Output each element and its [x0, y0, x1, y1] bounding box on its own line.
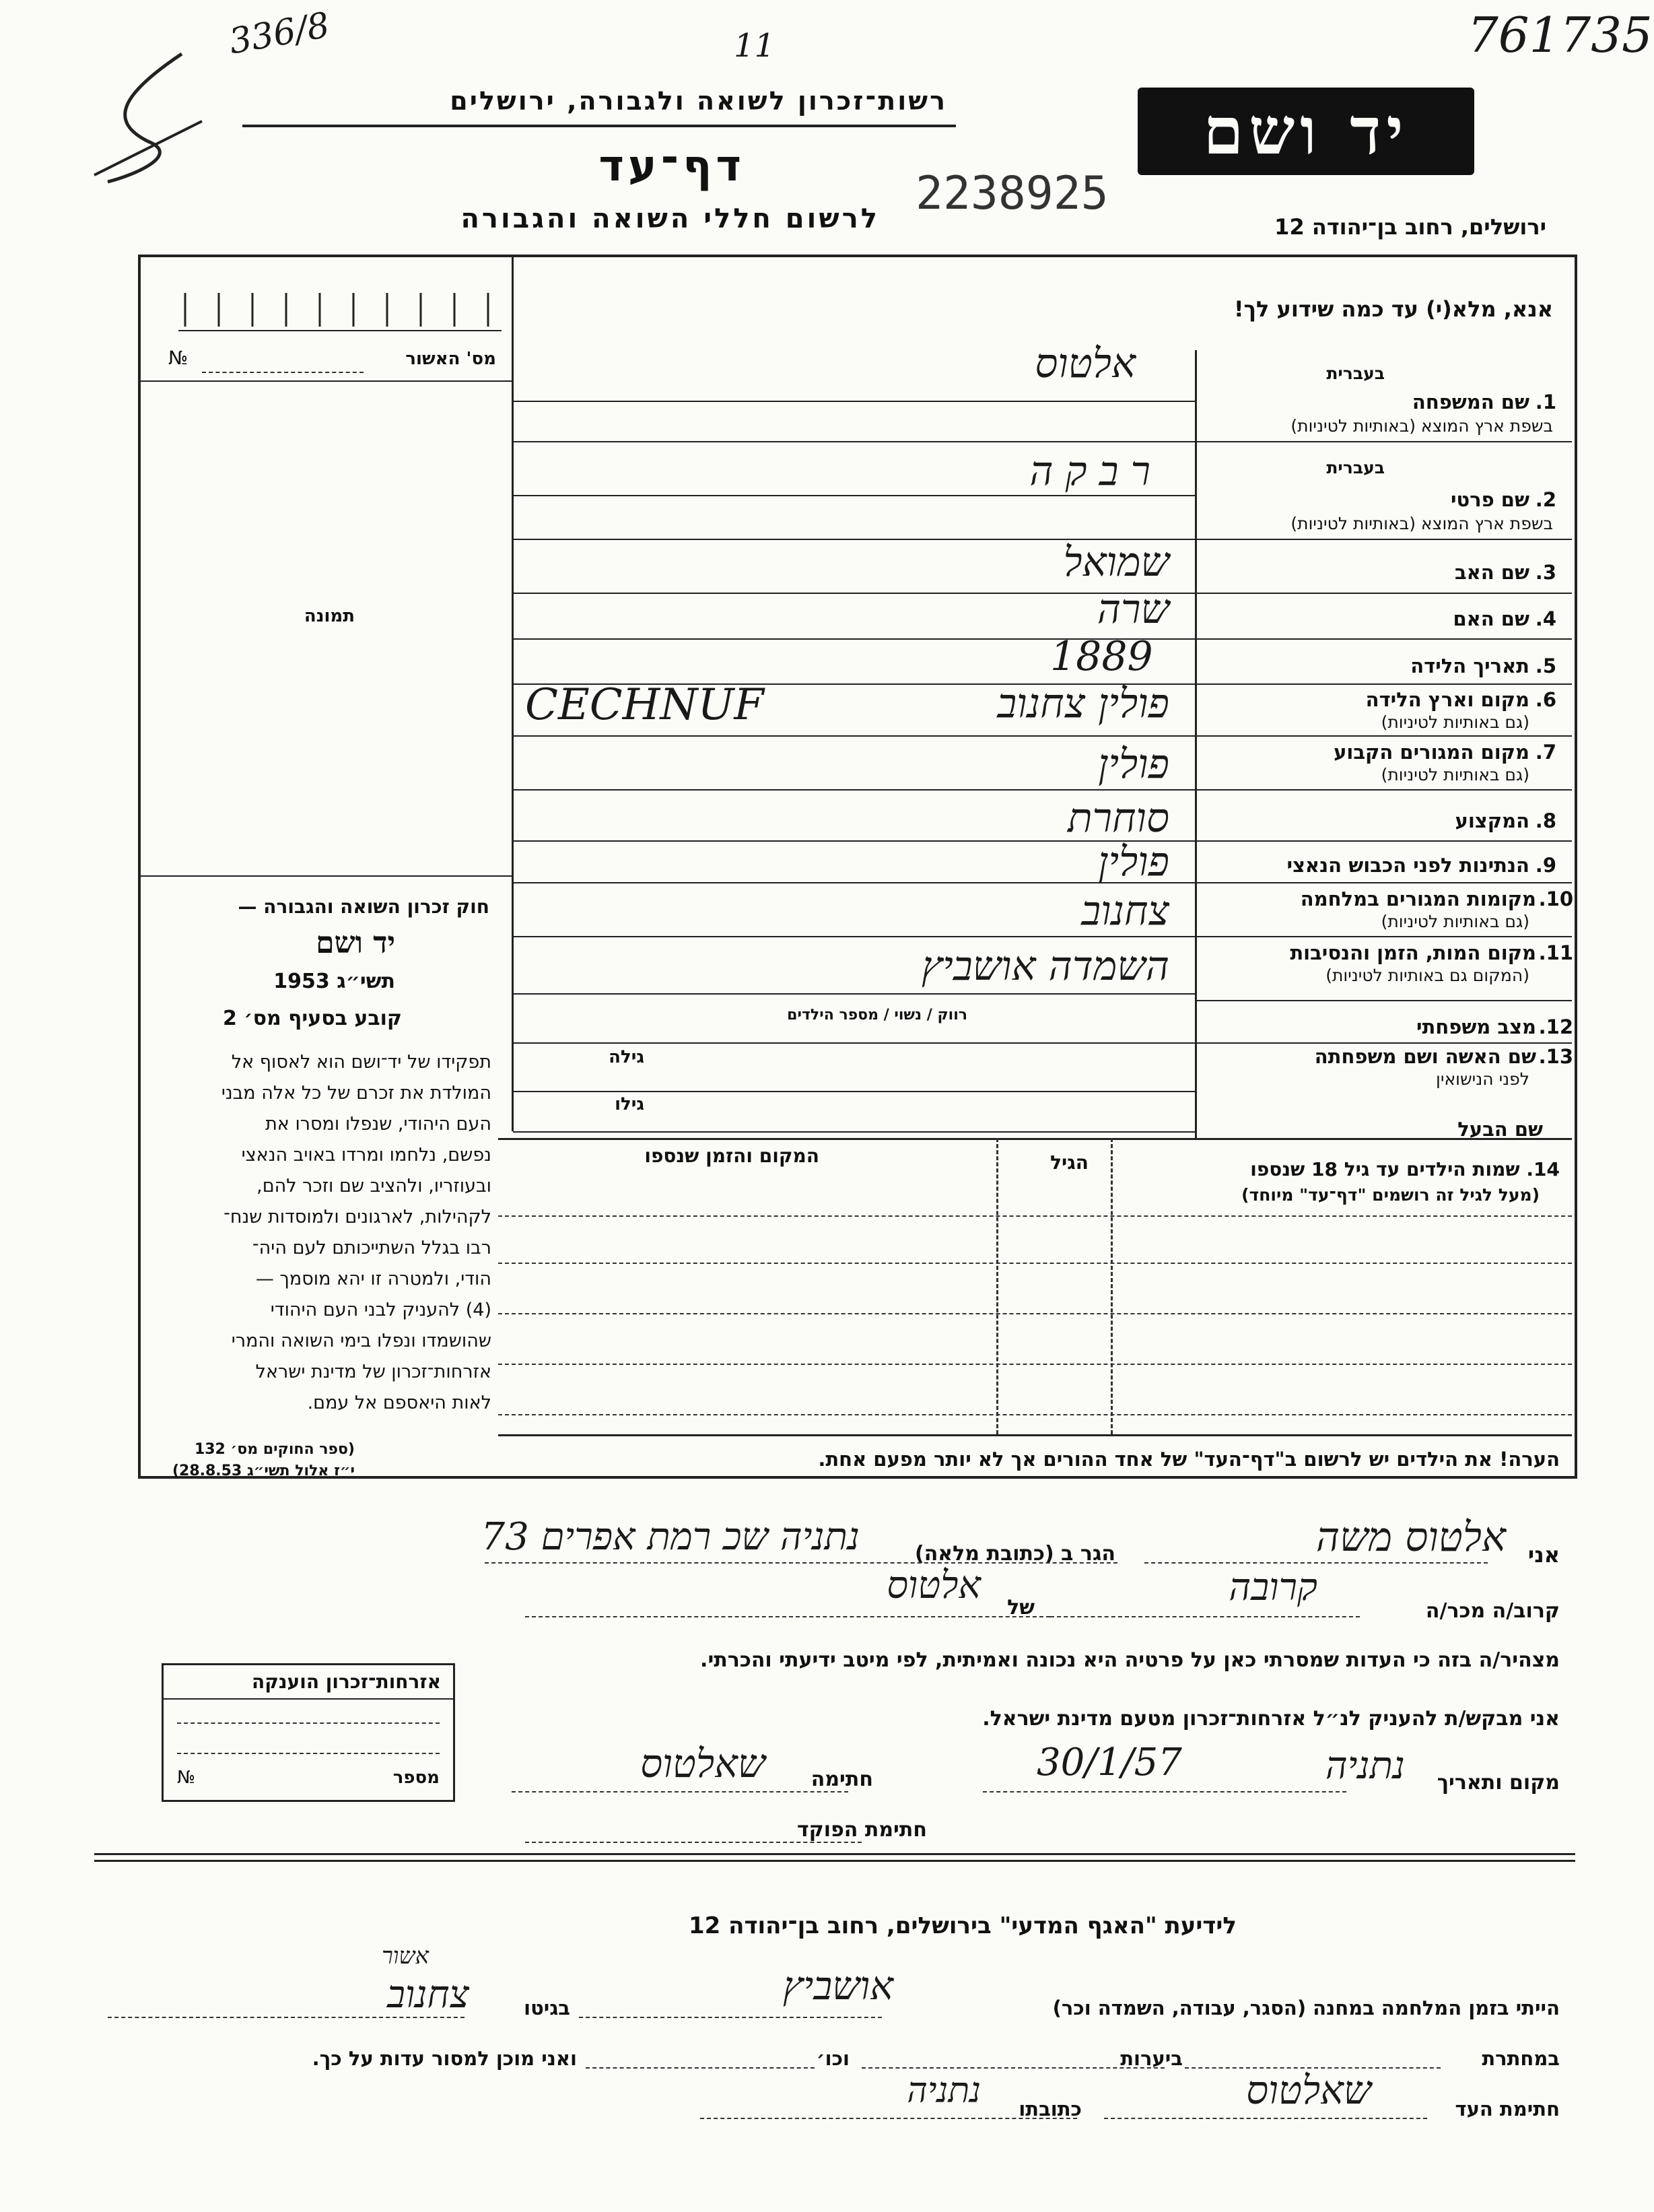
witness-address-label: כתובתו — [1019, 2098, 1082, 2120]
death-place-value: השמדה אושביץ — [921, 943, 1169, 990]
of-line — [525, 1616, 1050, 1617]
place-date-line — [983, 1791, 1346, 1792]
children-header-rule — [498, 1215, 1572, 1217]
children-sub: (מעל לגיל זה רושמים "דף־עד" מיוחד) — [1241, 1185, 1540, 1205]
value-line-1b — [513, 441, 1195, 442]
law-name: יד ושם — [316, 926, 395, 960]
note-text: הערה! את הילדים יש לרשום ב"דף־העד" של אחד ההורים אך לא יותר מפעם אחת. — [818, 1448, 1560, 1471]
citizenship-value: פולין — [1098, 838, 1169, 885]
field-6-label: מקום וארץ הלידה — [1365, 688, 1529, 711]
field-3-num: 3. — [1535, 561, 1556, 584]
occupation-value: סוחרת — [1067, 795, 1169, 842]
stamp-box-title: אזרחות־זכרון הוענקה — [164, 1665, 453, 1700]
field-7-num: 7. — [1535, 741, 1556, 764]
bottom-section-rule-2 — [94, 1860, 1575, 1862]
field-8-divider — [1195, 840, 1572, 842]
field-3-label: שם האב — [1454, 561, 1529, 584]
value-line-2a — [513, 495, 1195, 496]
birthplace-value: פולין צחנוב — [997, 680, 1169, 727]
ghetto-note: אשור — [382, 1943, 429, 1970]
forest-label: ביערות — [1120, 2047, 1183, 2070]
camp-line — [579, 2017, 882, 2018]
field-2-sub: בשפת ארץ המוצא (באותיות לטיניות) — [1290, 514, 1553, 533]
field-8-num: 8. — [1535, 809, 1556, 832]
field-4-num: 4. — [1535, 607, 1556, 630]
yad-vashem-logo: יד ושם — [1138, 88, 1474, 175]
photo-box-bottom — [138, 875, 512, 877]
field-12-label: מצב משפחתי — [1416, 1015, 1536, 1038]
form-title: דף־עד — [598, 141, 745, 191]
field-7-label: מקום המגורים הקבוע — [1334, 741, 1529, 764]
children-col-divider-2 — [1111, 1138, 1113, 1434]
hiding-label: במחתרת — [1482, 2047, 1560, 2070]
declarant-name-value: אלטוס משה — [1315, 1514, 1506, 1561]
stamp-no-symbol: № — [177, 1768, 196, 1788]
children-row-4 — [498, 1414, 1572, 1415]
ticks-box — [178, 286, 502, 331]
header-address: ירושלים, רחוב בן־יהודה 12 — [1274, 214, 1546, 240]
left-panel-divider — [512, 256, 514, 1131]
cert-number-line — [202, 372, 364, 373]
intro-text: אנא, מלא(י) עד כמה שידוע לך! — [1233, 296, 1553, 322]
field-7-sub: (גם באותיות לטיניות) — [1381, 765, 1529, 784]
request-text: אני מבקש/ת להעניק לנ״ל אזרחות־זכרון מטעם מדינת ישראל. — [982, 1707, 1560, 1731]
top-center-number: 11 — [734, 27, 776, 65]
serial-number: 2238925 — [916, 167, 1109, 220]
of-value: אלטוס — [887, 1564, 981, 1607]
etc-line — [586, 2067, 815, 2069]
etc-label: וכו׳ — [816, 2047, 850, 2070]
signature-line — [512, 1791, 848, 1792]
law-text-line: נפשם, נלחמו ומרדו באויב הנאצי — [241, 1145, 491, 1166]
relative-line — [1050, 1616, 1360, 1617]
children-place-header: המקום והזמן שנספו — [644, 1145, 819, 1167]
camp-value: אושביץ — [782, 1963, 893, 2009]
field-2-num: 2. — [1535, 488, 1556, 511]
field-11-label: מקום המות, הזמן והנסיבות — [1290, 941, 1536, 964]
birthplace-latin-value: CECHNUF — [525, 680, 764, 730]
field-9-divider — [1195, 882, 1572, 883]
relative-label: קרוב/ה מכר/ה — [1425, 1599, 1560, 1623]
law-text-line: ובעוזריו, ולהציב שם וזכר להם, — [256, 1176, 491, 1197]
children-table-top — [498, 1138, 1572, 1140]
field-5-num: 5. — [1535, 655, 1556, 677]
field-3-divider — [1195, 593, 1572, 594]
law-text-line: שהושמדו ונפלו בימי השואה והמרי — [231, 1331, 491, 1351]
law-reference-1: (ספר החוקים מס׳ 132 — [194, 1441, 355, 1458]
law-text-line: הודי, ולמטרה זו יהא מוסמך — — [255, 1269, 491, 1289]
value-line-12 — [513, 1042, 1195, 1044]
husband-label: שם הבעל — [1457, 1118, 1543, 1141]
cert-no-symbol: № — [168, 347, 188, 369]
authority-name: רשות־זכרון לשואה ולגבורה, ירושלים — [450, 86, 947, 116]
value-line-6 — [513, 735, 1195, 737]
law-title: חוק זכרון השואה והגבורה — — [238, 896, 489, 918]
value-line-11 — [513, 993, 1195, 995]
witness-address-line — [700, 2118, 1077, 2119]
law-text-line: רבו בגלל השתייכותם לעם היה־ — [252, 1238, 491, 1259]
residence-value: פולין — [1098, 741, 1169, 788]
declarant-i-label: אני — [1527, 1542, 1560, 1568]
field-13-label: שם האשה ושם משפחתה — [1314, 1045, 1536, 1068]
value-line-7 — [513, 789, 1195, 791]
declarant-address-value: נתניה שכ רמת אפרים 73 — [481, 1515, 860, 1559]
children-row-1 — [498, 1263, 1572, 1264]
surname-value: אלטוס — [1035, 340, 1136, 387]
law-text-line: המולדת את זכרם של כל אלה מבני — [221, 1083, 491, 1104]
declaration-text: מצהיר/ה בזה כי העדות שמסרתי כאן על פרטיה היא נכונה ואמיתית, לפי מיטב ידיעתי והכרתי. — [700, 1648, 1560, 1672]
place-value: נתניה — [1325, 1744, 1405, 1788]
note-top-rule — [498, 1434, 1572, 1436]
photo-label: תמונה — [304, 606, 355, 626]
husband-age-label: גילו — [615, 1094, 644, 1114]
law-text-line: (4) להעניק לבני העם היהודי — [270, 1300, 491, 1320]
law-reference-2: י״ז אלול תשי״ג 28.8.53) — [172, 1463, 355, 1479]
field-5-label: תאריך הלידה — [1410, 655, 1529, 677]
witness-signature-value: שאלטוס — [1246, 2067, 1371, 2113]
field-2-label: שם פרטי — [1450, 488, 1529, 511]
value-line-10 — [513, 936, 1195, 937]
field-11-sub: (המקום גם באותיות לטיניות) — [1325, 966, 1529, 985]
stamp-number-label: מספר — [392, 1768, 440, 1788]
bottom-title: לידיעת "האגף המדעי" בירושלים, רחוב בן־יהודה 12 — [688, 1912, 1237, 1939]
stamp-box — [162, 1663, 455, 1802]
date-value: 30/1/57 — [1037, 1741, 1182, 1784]
law-text-line: תפקידו של יד־ושם הוא לאסוף אל — [231, 1052, 491, 1073]
corner-scribble — [81, 40, 215, 195]
value-line-1a — [513, 401, 1195, 402]
field-10-sub: (גם באותיות לטיניות) — [1381, 912, 1529, 931]
field-1-divider — [1195, 441, 1572, 442]
ready-text: ואני מוכן למסור עדות על כך. — [312, 2047, 577, 2070]
field-4-label: שם האם — [1453, 607, 1529, 630]
value-line-3 — [513, 593, 1195, 594]
signature-label: חתימה — [811, 1768, 873, 1791]
top-right-number: 761735 — [1468, 7, 1653, 63]
wartime-residence-value: צחנוב — [1081, 887, 1169, 935]
witness-signature-line — [1104, 2118, 1427, 2119]
officer-signature-line — [525, 1842, 862, 1843]
wife-age-label: גילה — [609, 1047, 644, 1067]
children-col-divider-1 — [996, 1138, 998, 1434]
field-9-num: 9. — [1535, 854, 1556, 877]
field-12-divider — [1195, 1042, 1572, 1044]
law-text-line: לאות היאספם אל עמם. — [307, 1393, 491, 1413]
field-13-num: 13. — [1538, 1045, 1573, 1068]
field-6-divider — [1195, 735, 1572, 737]
field-7-divider — [1195, 789, 1572, 791]
field-10-label: מקומות המגורים במלחמה — [1300, 887, 1536, 910]
bottom-section-rule-1 — [94, 1853, 1575, 1855]
tick-marks — [178, 286, 502, 330]
ghetto-line — [108, 2017, 464, 2018]
law-text-line: אזרחות־זכרון של מדינת ישראל — [255, 1362, 491, 1382]
field-1-hebrew-tag: בעברית — [1326, 364, 1385, 383]
children-age-header: הגיל — [1050, 1151, 1089, 1174]
field-11-num: 11. — [1538, 941, 1573, 964]
field-11-divider — [1195, 1000, 1572, 1001]
mother-name-value: שרה — [1097, 586, 1169, 633]
father-name-value: שמואל — [1063, 539, 1169, 586]
field-10-num: 10. — [1538, 887, 1573, 910]
declarant-address-line — [485, 1562, 1117, 1564]
cert-number-label: מס' האשור — [405, 349, 496, 369]
form-subtitle: לרשום חללי השואה והגבורה — [460, 203, 880, 234]
field-1-label: שם המשפחה — [1412, 391, 1529, 413]
value-line-9 — [513, 882, 1195, 883]
ghetto-value: צחנוב — [386, 1973, 469, 2017]
field-8-label: המקצוע — [1455, 809, 1529, 832]
header-rule — [242, 125, 956, 127]
ghetto-label: בגיטו — [524, 1997, 570, 2019]
witness-address-value: נתניה — [907, 2071, 981, 2111]
field-12-num: 12. — [1538, 1015, 1573, 1038]
signature-value: שאלטוס — [640, 1741, 765, 1786]
value-line-14 — [513, 1131, 1195, 1133]
top-left-number: 336/8 — [226, 5, 333, 63]
camp-label: הייתי בזמן המלחמה במחנה (הסגר, עבודה, השמדה וכר) — [1052, 1997, 1560, 2019]
field-2-hebrew-tag: בעברית — [1326, 458, 1385, 477]
birth-date-value: 1889 — [1050, 633, 1153, 680]
officer-signature-label: חתימת הפוקד — [797, 1818, 927, 1842]
witness-signature-label: חתימת העד — [1455, 2098, 1560, 2120]
field-6-sub: (גם באותיות לטיניות) — [1381, 712, 1529, 732]
field-5-divider — [1195, 683, 1572, 685]
children-row-3 — [498, 1364, 1572, 1365]
forest-line — [862, 2067, 1165, 2069]
photo-box-top — [138, 380, 512, 382]
children-row-2 — [498, 1313, 1572, 1314]
first-name-value: רבקה — [1029, 448, 1163, 495]
declarant-lives-label: הגר ב (כתובת מלאה) — [914, 1542, 1115, 1566]
field-1-num: 1. — [1535, 391, 1556, 413]
relative-value: קרובה — [1229, 1566, 1317, 1609]
children-label: 14. שמות הילדים עד גיל 18 שנספו — [1250, 1158, 1560, 1180]
declarant-name-line — [1144, 1562, 1488, 1564]
field-1-sub: בשפת ארץ המוצא (באותיות לטיניות) — [1290, 416, 1553, 436]
label-column-divider — [1195, 350, 1197, 1138]
of-label: של — [1007, 1596, 1035, 1619]
law-clause: קובע בסעיף מס׳ 2 — [222, 1007, 402, 1030]
field-4-divider — [1195, 638, 1572, 640]
field-2-divider — [1195, 539, 1572, 540]
field-13-sub: לפני הנישואין — [1436, 1069, 1529, 1089]
field-9-label: הנתינות לפני הכבוש הנאצי — [1286, 854, 1529, 877]
law-text-line: לקהילות, לארגונים ולמוסדות שנח־ — [223, 1207, 491, 1228]
field-10-divider — [1195, 936, 1572, 937]
place-date-label: מקום ותאריך — [1437, 1771, 1560, 1795]
law-year: תשי״ג 1953 — [273, 970, 395, 993]
law-text — [141, 1047, 491, 1419]
law-text-line: העם היהודי, שנפלו ומסרו את — [265, 1114, 491, 1135]
marital-options: רווק / נשוי / מספר הילדים — [787, 1007, 967, 1024]
value-line-13 — [513, 1091, 1195, 1092]
field-6-num: 6. — [1535, 688, 1556, 711]
